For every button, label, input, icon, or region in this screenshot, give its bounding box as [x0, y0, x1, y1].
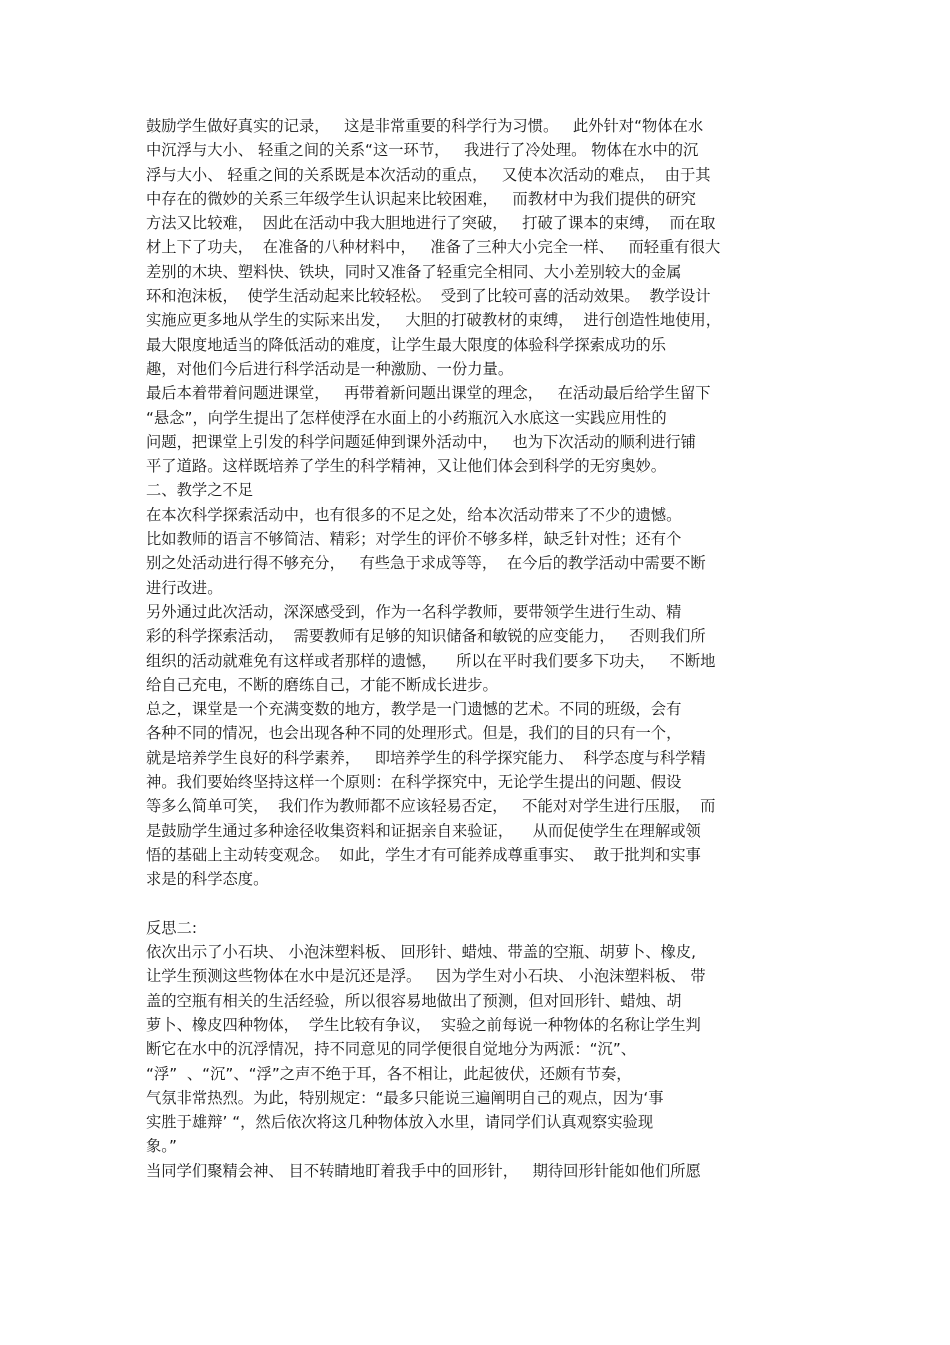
text-line: 是鼓励学生通过多种途径收集资料和证据亲自来验证， 从而促使学生在理解或领 — [146, 821, 701, 840]
text-line: 进行改进。 — [146, 578, 223, 597]
text-line: 比如教师的语言不够简洁、精彩；对学生的评价不够多样，缺乏针对性；还有个 — [146, 530, 682, 549]
text-line: 当同学们聚精会神、 目不转睛地盯着我手中的回形针， 期待回形针能如他们所愿 — [146, 1161, 701, 1180]
text-line: 另外通过此次活动，深深感受到，作为一名科学教师，要带领学生进行生动、精 — [146, 602, 682, 621]
text-line: 问题，把课堂上引发的科学问题延伸到课外活动中， 也为下次活动的顺利进行铺 — [146, 432, 696, 451]
text-line: 组织的活动就难免有这样或者那样的遗憾， 所以在平时我们要多下功夫， 不断地 — [146, 651, 716, 670]
text-line: 反思二: — [146, 918, 198, 937]
text-line: “悬念”，向学生提出了怎样使浮在水面上的小药瓶沉入水底这一实践应用性的 — [146, 408, 667, 427]
text-line: 差别的木块、塑料快、铁块，同时又准备了轻重完全相同、大小差别较大的金属 — [146, 262, 682, 281]
text-line: 最后本着带着问题进课堂， 再带着新问题出课堂的理念， 在活动最后给学生留下 — [146, 384, 711, 403]
text-line: 方法又比较难， 因此在活动中我大胆地进行了突破， 打破了课本的束缚， 而在取 — [146, 214, 716, 233]
text-line: 浮与大小、 轻重之间的关系既是本次活动的重点， 又使本次活动的难点， 由于其 — [146, 165, 711, 184]
text-line: 平了道路。这样既培养了学生的科学精神，又让他们体会到科学的无穷奥妙。 — [146, 457, 667, 476]
text-line: 依次出示了小石块、 小泡沫塑料板、 回形针、蜡烛、带盖的空瓶、胡萝卜、橡皮, — [146, 943, 696, 962]
text-line: 彩的科学探索活动， 需要教师有足够的知识储备和敏锐的应变能力， 否则我们所 — [146, 627, 706, 646]
text-line: 就是培养学生良好的科学素养， 即培养学生的科学探究能力、 科学态度与科学精 — [146, 748, 706, 767]
text-line: 中存在的微妙的关系三年级学生认识起来比较困难， 而教材中为我们提供的研究 — [146, 189, 696, 208]
text-line: 悟的基础上主动转变观念。 如此，学生才有可能养成尊重事实、 敢于批判和实事 — [146, 845, 701, 864]
text-line: 象。” — [146, 1137, 177, 1156]
text-line: 实胜于雄辩’ “，然后依次将这几种物体放入水里，请同学们认真观察实验现 — [146, 1113, 654, 1132]
text-line: 最大限度地适当的降低活动的难度，让学生最大限度的体验科学探索成功的乐 — [146, 335, 667, 354]
text-line: 材上下了功夫， 在准备的八种材料中， 准备了三种大小完全一样、 而轻重有很大 — [146, 238, 721, 257]
text-line: 中沉浮与大小、 轻重之间的关系“这一环节， 我进行了冷处理。 物体在水中的沉 — [146, 141, 699, 160]
text-line: 萝卜、橡皮四种物体， 学生比较有争议， 实验之前每说一种物体的名称让学生判 — [146, 1015, 701, 1034]
text-line: 盖的空瓶有相关的生活经验，所以很容易地做出了预测，但对回形针、蜡烛、胡 — [146, 991, 682, 1010]
text-line: 断它在水中的沉浮情况，持不同意见的同学便很自觉地分为两派：“沉”、 — [146, 1040, 637, 1059]
text-line: 神。我们要始终坚持这样一个原则：在科学探究中，无论学生提出的问题、假设 — [146, 773, 682, 792]
text-line: 环和泡沫板， 使学生活动起来比较轻松。 受到了比较可喜的活动效果。 教学设计 — [146, 287, 711, 306]
text-line: 趣，对他们今后进行科学活动是一种激励、一份力量。 — [146, 359, 514, 378]
text-line: 给自己充电，不断的磨练自己，才能不断成长进步。 — [146, 675, 498, 694]
text-line: 气氛非常热烈。为此，特别规定：“最多只能说三遍阐明自己的观点，因为‘事 — [146, 1088, 664, 1107]
text-line: 等多么简单可笑， 我们作为教师都不应该轻易否定， 不能对对学生进行压服， 而 — [146, 797, 716, 816]
text-line: 总之，课堂是一个充满变数的地方，教学是一门遗憾的艺术。不同的班级，会有 — [146, 700, 682, 719]
text-line: 在本次科学探索活动中，也有很多的不足之处，给本次活动带来了不少的遗憾。 — [146, 505, 682, 524]
document-body — [146, 114, 816, 1183]
text-line: 鼓励学生做好真实的记录， 这是非常重要的科学行为习惯。 此外针对“物体在水 — [146, 117, 704, 135]
blank-line — [146, 892, 816, 916]
text-line: 别之处活动进行得不够充分， 有些急于求成等等， 在今后的教学活动中需要不断 — [146, 554, 706, 573]
text-line: 让学生预测这些物体在水中是沉还是浮。 因为学生对小石块、 小泡沫塑料板、 带 — [146, 967, 706, 986]
text-line: 求是的科学态度。 — [146, 870, 269, 889]
text-line: 实施应更多地从学生的实际来出发， 大胆的打破教材的束缚， 进行创造性地使用， — [146, 311, 722, 330]
text-line: 各种不同的情况，也会出现各种不同的处理形式。但是，我们的目的只有一个， — [146, 724, 682, 743]
text-line: “浮” 、“沉”、“浮”之声不绝于耳，各不相让，此起彼伏，还颇有节奏， — [146, 1064, 632, 1083]
text-line: 二、教学之不足 — [146, 481, 254, 500]
